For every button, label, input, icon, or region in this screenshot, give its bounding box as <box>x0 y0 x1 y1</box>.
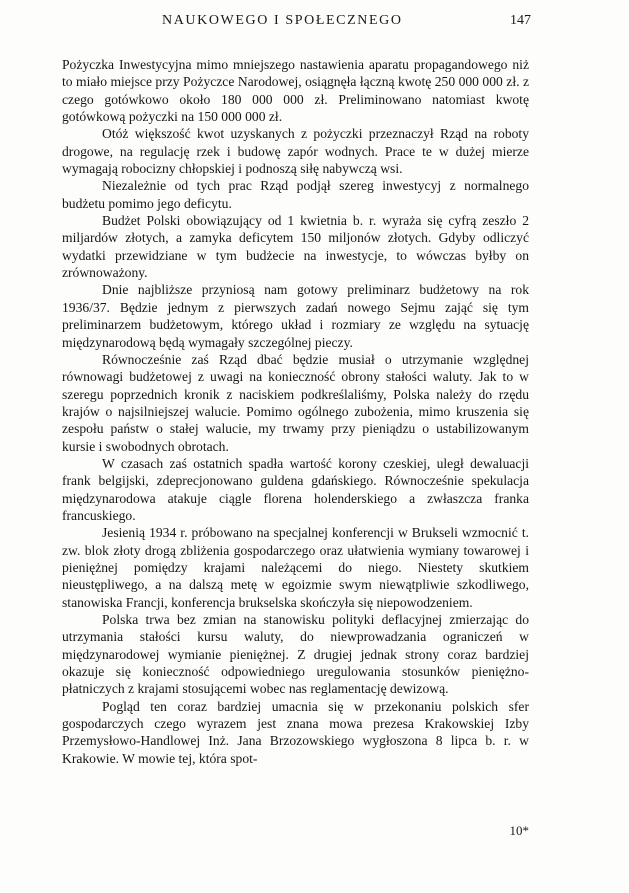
paragraph: Jesienią 1934 r. próbowano na specjalnej konferencji w Brukseli wzmocnić t. zw. blok złoty drogą zbliżenia gospodarczego oraz ułatwienia wymiany towarowej i pieniężnej pomiędzy krajami należącemi do niego. Niestety skutkiem nieustępliwego, a na dalszą metę w egoizmie swym niewątpliwie szkodliwego, stanowiska Francji, konferencja brukselska skończyła się niepowodzeniem. <box>62 525 529 610</box>
paragraph: Dnie najbliższe przyniosą nam gotowy preliminarz budżetowy na rok 1936/37. Będzie jednym z pierwszych zadań nowego Sejmu zająć się tym preliminarzem budżetowym, którego układ i rozmiary ze względu na sytuację międzynarodową będą wymagały szczególnej pieczy. <box>62 282 529 350</box>
paragraph: W czasach zaś ostatnich spadła wartość korony czeskiej, uległ dewaluacji frank belgijski, zdeprecjonowano guldena gdańskiego. Równocześnie spekulacja międzynarodowa atakuje ciągle florena holenderskiego a zwłaszcza franka francuskiego. <box>62 455 529 523</box>
paragraph: Polska trwa bez zmian na stanowisku polityki deflacyjnej zmierzając do utrzymania stałości kursu waluty, do niewprowadzania ograniczeń w międzynarodowej wymianie pieniężnej. Z drugiej jednak strony coraz bardziej okazuje się konieczność odpowiedniego uregulowania stosunków pieniężno-płatniczych z krajami stosującemi wobec nas reglamentację dewizową. <box>62 612 529 697</box>
page-header <box>62 13 531 35</box>
paragraph: Niezależnie od tych prac Rząd podjął szereg inwestycyj z normalnego budżetu pomimo jego deficytu. <box>62 178 529 211</box>
paragraph: Otóż większość kwot uzyskanych z pożyczki przeznaczył Rząd na roboty drogowe, na regulację rzek i budowę zapór wodnych. Prace te w dużej mierze wymagają robocizny chłopskiej i podnoszą siłę nabywczą wsi. <box>62 126 529 177</box>
signature-mark: 10* <box>509 823 529 838</box>
running-title: NAUKOWEGO I SPOŁECZNEGO <box>162 13 403 28</box>
paragraph: Budżet Polski obowiązujący od 1 kwietnia b. r. wyraża się cyfrą zeszło 2 miljardów złotych, a zamyka deficytem 150 miljonów złotych. Gdyby odliczyć wydatki przewidziane w tym budżecie na inwestycje, to wówczas byłby on zrównoważony. <box>62 213 529 281</box>
body-text <box>62 56 529 767</box>
page-number: 147 <box>510 13 531 28</box>
paragraph: Pogląd ten coraz bardziej umacnia się w przekonaniu polskich sfer gospodarczych czego wyrazem jest znana mowa prezesa Krakowskiej Izby Przemysłowo-Handlowej Inż. Jana Brzozowskiego wygłoszona 8 lipca b. r. w Krakowie. W mowie tej, która spot- <box>62 698 529 766</box>
paragraph: Równocześnie zaś Rząd dbać będzie musiał o utrzymanie względnej równowagi budżetowej z uwagi na konieczność obrony stałości waluty. Jak to w szeregu poprzednich kronik z naciskiem podkreślaliśmy, Polska należy do rzędu krajów o najsilniejszej walucie. Pomimo ogólnego zubożenia, mimo kruszenia się zespołu państw o stałej walucie, my trwamy przy pieniądzu o ustabilizowanym kursie i swobodnych obrotach. <box>62 351 529 454</box>
paragraph: Pożyczka Inwestycyjna mimo mniejszego nastawienia aparatu propagandowego niż to miało miejsce przy Pożyczce Narodowej, osiągnęła łączną kwotę 250 000 000 zł. z czego gotówkowo około 180 000 000 zł. Preliminowano natomiast kwotę gotówkową pożyczki na 150 000 000 zł. <box>62 57 529 125</box>
